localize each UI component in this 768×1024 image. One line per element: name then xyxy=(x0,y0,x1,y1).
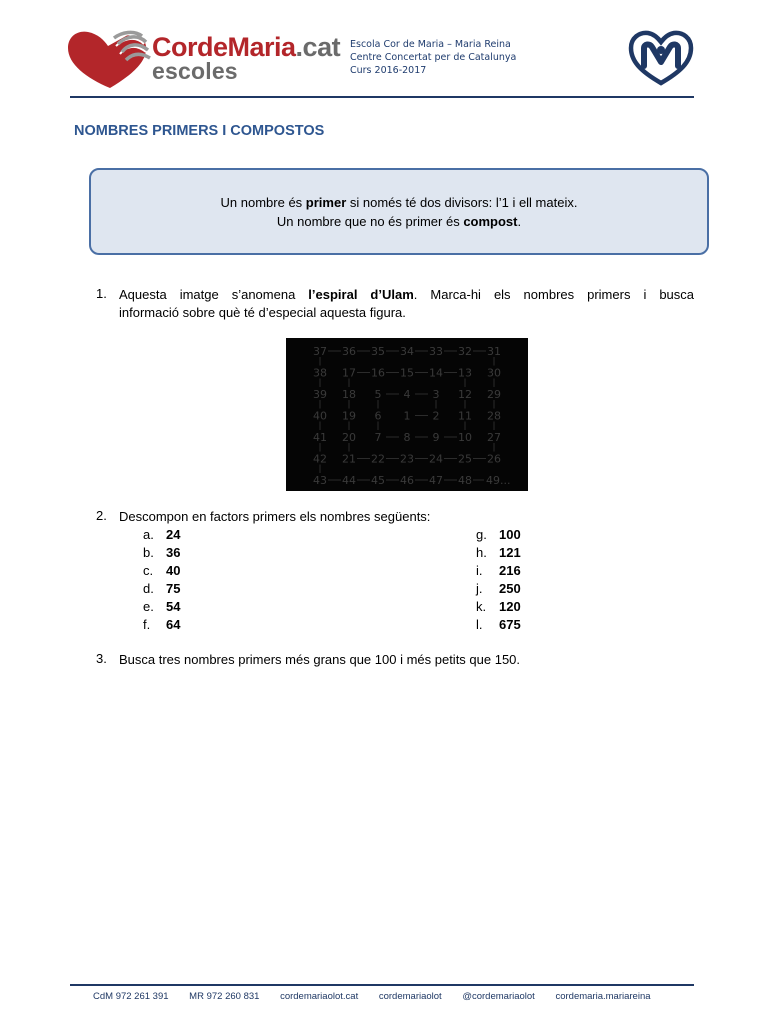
exercise-3-number: 3. xyxy=(96,651,107,666)
spiral-number: 26 xyxy=(487,452,501,466)
page-title: NOMBRES PRIMERS I COMPOSTOS xyxy=(74,123,325,139)
spiral-number: 47 xyxy=(429,474,443,487)
brand-wordmark xyxy=(152,34,340,83)
list-item xyxy=(476,544,521,562)
spiral-number: 2 xyxy=(432,409,440,423)
cordemaria-heart-logo-icon xyxy=(66,28,156,92)
spiral-number: 29 xyxy=(487,388,501,401)
list-item xyxy=(143,526,180,544)
list-letter: g. xyxy=(476,527,487,542)
exercise-2-text: Descompon en factors primers els nombres següents: xyxy=(119,509,431,524)
spiral-number: 44 xyxy=(342,474,356,487)
list-value: 36 xyxy=(166,545,181,560)
spiral-number: 41 xyxy=(313,431,327,444)
definition-line-1 xyxy=(221,193,578,212)
list-value: 121 xyxy=(499,545,521,560)
spiral-number: 6 xyxy=(374,409,382,423)
spiral-number: 19 xyxy=(342,409,356,423)
list-letter: k. xyxy=(476,599,487,614)
brand-tld: .cat xyxy=(295,32,341,62)
term-ulam-spiral: l’espiral d’Ulam xyxy=(308,287,414,302)
list-value: 120 xyxy=(499,599,521,614)
brand-main: CordeMaria xyxy=(152,32,296,62)
spiral-number: 8 xyxy=(403,431,411,444)
spiral-number: 23 xyxy=(400,452,414,466)
list-letter: b. xyxy=(143,545,154,560)
list-value: 675 xyxy=(499,617,521,632)
spiral-number: 21 xyxy=(342,452,356,466)
exercise-1-number: 1. xyxy=(96,286,107,301)
list-item xyxy=(143,598,180,616)
list-value: 100 xyxy=(499,527,521,542)
spiral-number: 10 xyxy=(458,431,472,444)
list-value: 216 xyxy=(499,563,521,578)
heart-m-emblem-icon xyxy=(628,30,694,86)
exercise-2-number: 2. xyxy=(96,508,107,523)
list-item xyxy=(143,562,180,580)
list-item xyxy=(476,562,521,580)
footer-divider xyxy=(70,984,694,986)
spiral-number: 46 xyxy=(400,474,414,487)
spiral-number: 30 xyxy=(487,366,501,380)
spiral-number: 43 xyxy=(313,474,327,487)
school-info xyxy=(350,38,516,77)
spiral-number: 24 xyxy=(429,452,443,466)
spiral-number: 9 xyxy=(432,431,440,444)
list-value: 54 xyxy=(166,599,181,614)
spiral-number: 22 xyxy=(371,452,385,466)
list-value: 250 xyxy=(499,581,521,596)
spiral-number: 1 xyxy=(403,409,411,423)
spiral-number: 49... xyxy=(486,474,511,487)
list-value: 64 xyxy=(166,617,181,632)
spiral-number: 11 xyxy=(458,409,472,423)
list-item xyxy=(143,616,180,634)
spiral-number: 13 xyxy=(458,366,472,380)
list-item xyxy=(143,544,180,562)
spiral-number: 25 xyxy=(458,452,472,466)
list-value: 24 xyxy=(166,527,181,542)
exercise-3-text: Busca tres nombres primers més grans que 100 i més petits que 150. xyxy=(119,652,521,667)
school-line: Centre Concertat per de Catalunya xyxy=(350,52,517,63)
list-item xyxy=(476,580,521,598)
spiral-number: 38 xyxy=(313,366,327,380)
exercise-1-text xyxy=(119,286,694,322)
spiral-number: 18 xyxy=(342,388,356,401)
spiral-number: 40 xyxy=(313,409,327,423)
spiral-number: 16 xyxy=(371,366,385,380)
term-compost: compost xyxy=(463,213,518,229)
exercise-1-line-2: informació sobre què té d’especial aquesta figura. xyxy=(119,305,406,320)
definition-text: si només té dos divisors: l’1 i ell mateix. xyxy=(346,194,578,210)
list-value: 40 xyxy=(166,563,181,578)
spiral-number: 17 xyxy=(342,366,356,380)
spiral-number: 39 xyxy=(313,388,327,401)
list-item xyxy=(143,580,180,598)
school-line: Curs 2016-2017 xyxy=(350,65,427,76)
ulam-spiral-image xyxy=(286,338,528,491)
footer-phone-cdm: CdM 972 261 391 xyxy=(93,991,169,1002)
list-item xyxy=(476,598,521,616)
spiral-number: 37 xyxy=(313,345,327,358)
definition-text: Un nombre és xyxy=(220,194,306,210)
footer-instagram: cordemaria.mariareina xyxy=(555,991,651,1002)
footer-facebook: cordemariaolot xyxy=(378,991,442,1002)
list-letter: h. xyxy=(476,545,487,560)
spiral-number: 20 xyxy=(342,431,356,444)
footer-website: cordemariaolot.cat xyxy=(280,991,359,1002)
brand-sub: escoles xyxy=(152,58,238,84)
spiral-number: 45 xyxy=(371,474,385,487)
term-primer: primer xyxy=(305,194,347,210)
header-divider xyxy=(70,96,694,98)
spiral-number: 3 xyxy=(432,388,440,401)
list-item xyxy=(476,526,521,544)
spiral-number: 5 xyxy=(374,388,382,401)
spiral-number: 36 xyxy=(342,345,356,358)
footer-phone-mr: MR 972 260 831 xyxy=(189,991,260,1002)
spiral-number: 32 xyxy=(458,345,472,358)
spiral-number: 33 xyxy=(429,345,443,358)
spiral-number: 31 xyxy=(487,345,501,358)
spiral-number: 42 xyxy=(313,452,327,466)
spiral-number: 4 xyxy=(403,388,411,401)
spiral-number: 35 xyxy=(371,345,385,358)
list-letter: i. xyxy=(476,563,483,578)
spiral-number: 12 xyxy=(458,388,472,401)
spiral-number: 7 xyxy=(374,431,382,444)
list-value: 75 xyxy=(166,581,181,596)
list-letter: a. xyxy=(143,527,154,542)
list-letter: d. xyxy=(143,581,154,596)
text-run: Aquesta imatge s’anomena xyxy=(119,287,309,302)
definition-line-2 xyxy=(277,212,521,231)
spiral-number: 34 xyxy=(400,345,414,358)
list-letter: j. xyxy=(476,581,483,596)
spiral-number: 48 xyxy=(458,474,472,487)
school-line: Escola Cor de Maria – Maria Reina xyxy=(350,39,511,50)
exercise-1-line-1 xyxy=(119,286,694,304)
list-item xyxy=(476,616,521,634)
spiral-number: 28 xyxy=(487,409,501,423)
definition-text: Un nombre que no és primer és xyxy=(276,213,464,229)
footer-twitter: @cordemariaolot xyxy=(462,991,535,1002)
spiral-number: 27 xyxy=(487,431,501,444)
list-letter: c. xyxy=(143,563,154,578)
spiral-number: 15 xyxy=(400,366,414,380)
list-letter: e. xyxy=(143,599,154,614)
text-run: . Marca-hi els nombres primers i busca xyxy=(413,287,695,302)
footer-contacts xyxy=(93,991,669,1002)
definition-box xyxy=(89,168,709,255)
definition-text: . xyxy=(517,213,522,229)
list-letter: f. xyxy=(143,617,151,632)
list-letter: l. xyxy=(476,617,483,632)
spiral-number: 14 xyxy=(429,366,443,380)
